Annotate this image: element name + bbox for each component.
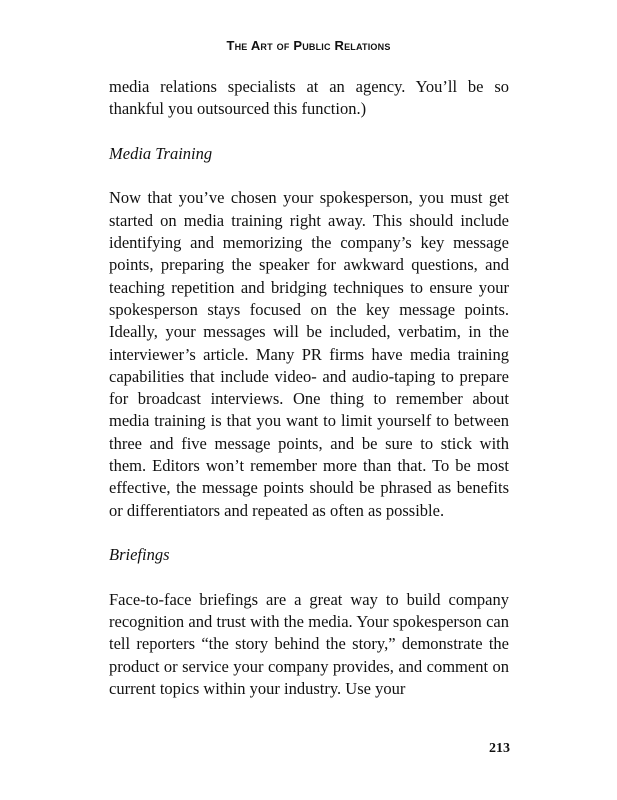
paragraph-media-training: Now that you’ve chosen your spokesperson, you must get started on media training right away. This should include identifying and memorizing the company’s key message points, preparing the speaker for awkward questions, and teaching repetition and bridging techniques to ensure your spokesperson stays focused on the key message points. Ideally, your messages will be included, verbatim, in the interviewer’s article. Many PR firms have media training capabilities that include video- and audio-taping to prepare for broadcast interviews. One thing to remember about media training is that you want to limit yourself to between three and five message points, and be sure to stick with them. Editors won’t remember more than that. To be most effective, the message points should be phrased as benefits or differentiators and repeated as often as possible. xyxy=(109,188,509,520)
section-heading-media-training: Media Training xyxy=(109,143,213,163)
page-number: 213 xyxy=(489,741,510,756)
page-body xyxy=(109,76,509,700)
paragraph-intro: media relations specialists at an agency. You’ll be so thankful you outsourced this function.) xyxy=(109,77,509,119)
paragraph-spacer xyxy=(109,165,509,187)
paragraph-spacer xyxy=(109,567,509,589)
paragraph-briefings: Face-to-face briefings are a great way to build company recognition and trust with the media. Your spokesperson can tell reporters “the story behind the story,” demonstrate the product or service your company provides, and comment on current topics within your industry. Use your xyxy=(109,589,509,699)
paragraph-spacer xyxy=(109,121,509,143)
section-heading-briefings: Briefings xyxy=(109,545,170,565)
paragraph-spacer xyxy=(109,522,509,544)
running-head-title: The Art of Public Relations xyxy=(226,38,391,53)
